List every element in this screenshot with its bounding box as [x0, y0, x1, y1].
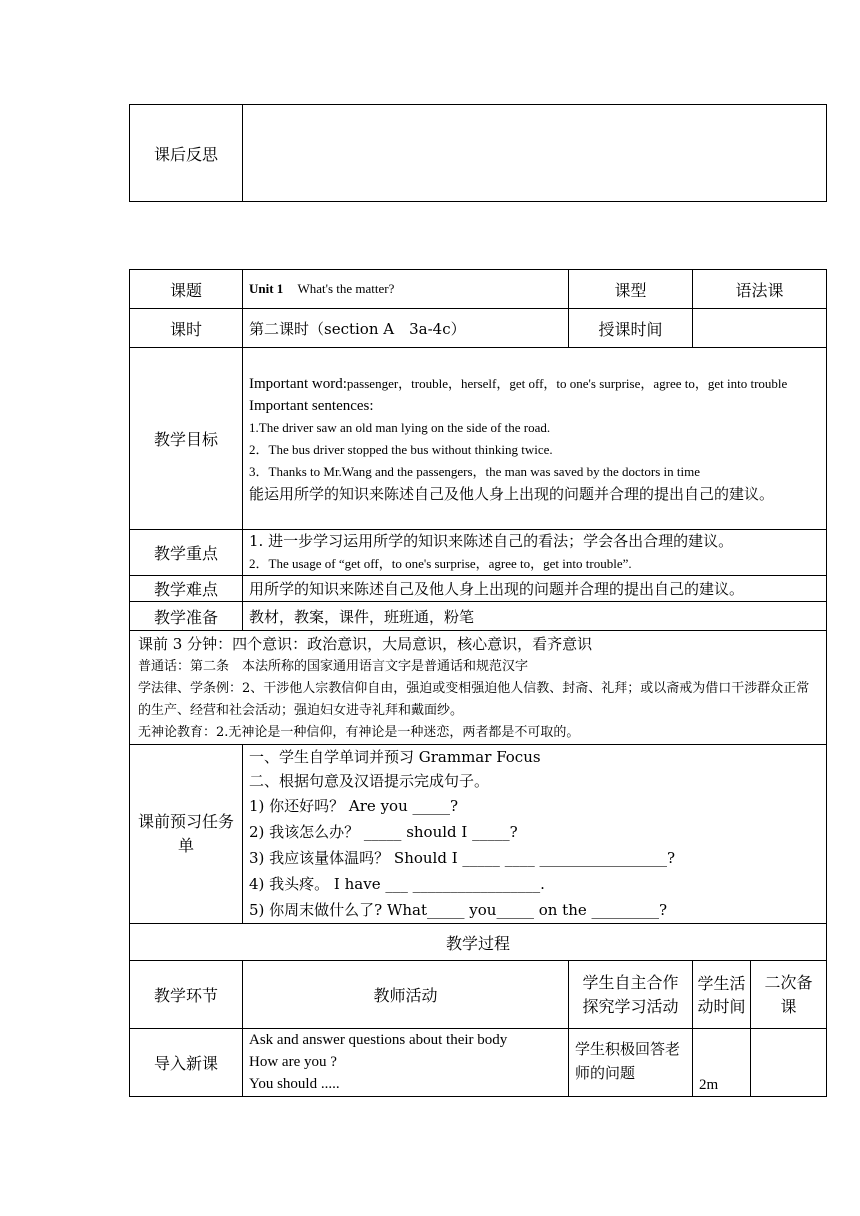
key-points-content: [243, 530, 827, 576]
preview-line-7: 5) 你周末做什么了? What_____ you_____ on the _________?: [249, 901, 668, 919]
sentence-1: 1.The driver saw an old man lying on the side of the road.: [249, 420, 551, 435]
preview-content: [243, 745, 827, 924]
preview-row: [130, 745, 827, 924]
three-minutes-line-1: 课前 3 分钟：四个意识：政治意识，大局意识，核心意识，看齐意识: [138, 634, 593, 653]
objectives-content: [243, 348, 827, 530]
key-point-1: 1. 进一步学习运用所学的知识来陈述自己的看法；学会各出合理的建议。: [249, 532, 734, 550]
objectives-label: 教学目标: [130, 348, 243, 530]
three-minutes-content: [130, 631, 827, 745]
preparation-row: [130, 602, 827, 631]
preview-line-2: 二、根据句意及汉语提示完成句子。: [249, 772, 490, 790]
process-header-row: [130, 961, 827, 1029]
col-second: 二次备课: [751, 961, 827, 1029]
three-minutes-line-3: 学法律、学条例：2、干涉他人宗教信仰自由，强迫或变相强迫他人信教、封斋、礼拜；或以斋戒为借口干涉群众正常的生产、经营和社会活动；强迫妇女进寺礼拜和戴面纱。: [138, 680, 810, 718]
reflection-table: [129, 104, 827, 202]
topic-title: What's the matter?: [297, 281, 395, 296]
topic-value: [243, 270, 569, 309]
teacher-line-1: Ask and answer questions about their body: [249, 1032, 508, 1048]
difficulty-value: 用所学的知识来陈述自己及他人身上出现的问题并合理的提出自己的建议。: [243, 576, 827, 602]
preview-label: 课前预习任务单: [130, 745, 243, 924]
topic-label: 课题: [130, 270, 243, 309]
sentences-head: Important sentences:: [249, 398, 374, 414]
key-points-label: 教学重点: [130, 530, 243, 576]
three-minutes-line-4: 无神论教育：2.无神论是一种信仰，有神论是一种迷恋，两者都是不可取的。: [138, 724, 580, 740]
process-title-row: [130, 924, 827, 961]
process-stage: 导入新课: [130, 1029, 243, 1097]
ability-objective: 能运用所学的知识来陈述自己及他人身上出现的问题并合理的提出自己的建议。: [249, 485, 775, 503]
col-teacher: 教师活动: [243, 961, 569, 1029]
reflection-content: [243, 105, 827, 202]
type-value: 语法课: [693, 270, 827, 309]
period-value: 第二课时（section A 3a-4c）: [243, 309, 569, 348]
process-title: 教学过程: [130, 924, 827, 961]
lesson-plan-table: [129, 269, 827, 1097]
process-row: [130, 1029, 827, 1097]
period-row: [130, 309, 827, 348]
process-teacher: [243, 1029, 569, 1097]
col-stage: 教学环节: [130, 961, 243, 1029]
col-time: 学生活动时间: [693, 961, 751, 1029]
time-value: [693, 309, 827, 348]
reflection-label: 课后反思: [130, 105, 243, 202]
type-label: 课型: [569, 270, 693, 309]
preview-line-6: 4) 我头疼。 I have ___ _________________.: [249, 875, 545, 893]
teacher-line-3: You should .....: [249, 1076, 340, 1092]
process-student: 学生积极回答老师的问题: [569, 1029, 693, 1097]
preview-line-4: 2) 我该怎么办？ _____ should I _____?: [249, 823, 518, 841]
sentence-2: 2．The bus driver stopped the bus without thinking twice.: [249, 442, 553, 457]
preview-line-1: 一、学生自学单词并预习 Grammar Focus: [249, 748, 541, 766]
topic-row: [130, 270, 827, 309]
three-minutes-line-2: 普通话：第二条 本法所称的国家通用语言文字是普通话和规范汉字: [138, 658, 529, 674]
difficulty-label: 教学难点: [130, 576, 243, 602]
words-head: Important word:: [249, 376, 347, 392]
teacher-line-2: How are you ?: [249, 1054, 337, 1070]
preparation-value: 教材，教案，课件，班班通，粉笔: [243, 602, 827, 631]
topic-unit: Unit 1: [249, 281, 284, 296]
process-time: 2m: [693, 1029, 751, 1097]
objectives-row: [130, 348, 827, 530]
key-point-2: 2．The usage of “get off，to one's surprise，agree to，get into trouble”.: [249, 556, 632, 571]
sentence-3: 3．Thanks to Mr.Wang and the passengers，the man was saved by the doctors in time: [249, 464, 700, 479]
col-student: 学生自主合作探究学习活动: [569, 961, 693, 1029]
process-second: [751, 1029, 827, 1097]
period-label: 课时: [130, 309, 243, 348]
difficulty-row: [130, 576, 827, 602]
three-minutes-row: [130, 631, 827, 745]
preparation-label: 教学准备: [130, 602, 243, 631]
preview-line-3: 1) 你还好吗？ Are you _____?: [249, 797, 459, 815]
words-body: passenger，trouble，herself，get off，to one's surprise，agree to，get into trouble: [346, 376, 788, 391]
time-label: 授课时间: [569, 309, 693, 348]
key-points-row: [130, 530, 827, 576]
preview-line-5: 3) 我应该量体温吗？ Should I _____ ____ _________________?: [249, 849, 675, 867]
